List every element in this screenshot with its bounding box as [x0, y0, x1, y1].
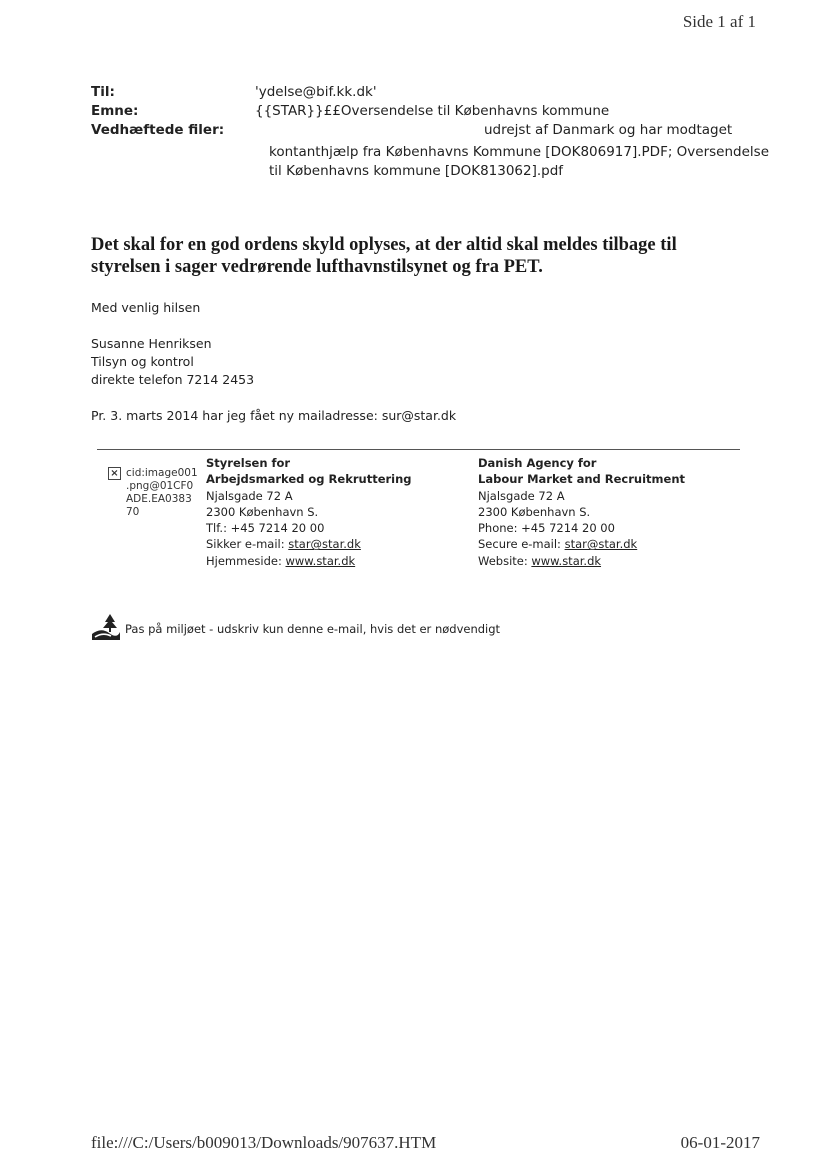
email-row-da: Sikker e-mail: star@star.dk	[206, 537, 361, 552]
subject-label: Emne:	[91, 103, 139, 119]
org-name-da-1: Styrelsen for	[206, 456, 291, 470]
city-da: 2300 København S.	[206, 504, 319, 519]
web-row-en: Website: www.star.dk	[478, 553, 602, 568]
city-en: 2300 København S.	[478, 504, 591, 519]
signature-phone: direkte telefon 7214 2453	[91, 372, 255, 387]
subject-value: {{STAR}}££Oversendelse til Københavns kommune	[255, 103, 610, 119]
tree-environment-icon	[91, 613, 121, 641]
contact-block-english	[478, 455, 685, 569]
website-link-en[interactable]: www.star.dk	[531, 553, 602, 568]
body-heading: Det skal for en god ordens skyld oplyses, at der altid skal meldes tilbage til styrelsen i sager vedrørende lufthavnstilsynet og fra PET.	[91, 235, 677, 277]
attachments-line-3: til Københavns kommune [DOK813062].pdf	[269, 163, 564, 179]
attachments-label: Vedhæftede filer:	[91, 122, 225, 138]
email-link-en[interactable]: star@star.dk	[564, 537, 638, 552]
signature-name: Susanne Henriksen	[91, 336, 212, 351]
email-link-da[interactable]: star@star.dk	[288, 537, 361, 552]
signature	[91, 335, 254, 389]
contact-block-danish	[206, 455, 412, 569]
greeting: Med venlig hilsen	[91, 300, 201, 315]
to-value: 'ydelse@bif.kk.dk'	[255, 84, 377, 100]
phone-da: Tlf.: +45 7214 20 00	[206, 521, 325, 536]
divider	[97, 449, 740, 450]
web-row-da: Hjemmeside: www.star.dk	[206, 553, 356, 568]
phone-en: Phone: +45 7214 20 00	[478, 521, 615, 536]
org-name-en-1: Danish Agency for	[478, 456, 597, 470]
logo-alt-text: cid:image001 .png@01CF0 ADE.EA0383 70	[126, 467, 198, 518]
to-label: Til:	[91, 84, 115, 100]
mail-address-notice: Pr. 3. marts 2014 har jeg fået ny mailadresse: sur@star.dk	[91, 408, 457, 423]
email-row-en: Secure e-mail: star@star.dk	[478, 537, 638, 552]
print-date: 06-01-2017	[680, 1133, 760, 1152]
street-en: Njalsgade 72 A	[478, 488, 565, 503]
attachments-line-2: kontanthjælp fra Københavns Kommune [DOK806917].PDF; Oversendelse	[269, 144, 770, 160]
signature-department: Tilsyn og kontrol	[91, 354, 194, 369]
eco-notice: Pas på miljøet - udskriv kun denne e-mail, hvis det er nødvendigt	[125, 622, 501, 636]
file-path: file:///C:/Users/b009013/Downloads/907637.HTM	[91, 1133, 437, 1152]
broken-image-icon: ×	[108, 467, 121, 480]
page-number: Side 1 af 1	[682, 12, 756, 31]
org-name-en-2: Labour Market and Recruitment	[478, 472, 686, 487]
website-link-da[interactable]: www.star.dk	[285, 553, 356, 568]
street-da: Njalsgade 72 A	[206, 488, 293, 503]
org-name-da-2: Arbejdsmarked og Rekruttering	[206, 472, 412, 487]
attachments-line-1: udrejst af Danmark og har modtaget	[484, 122, 733, 138]
